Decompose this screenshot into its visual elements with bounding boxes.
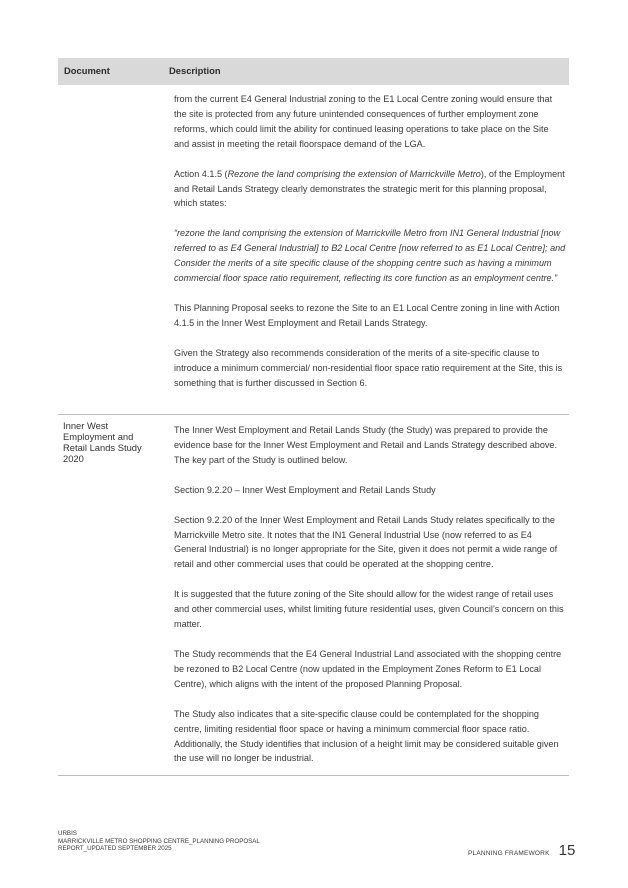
page-number: 15 [558,842,576,859]
footer-org: URBIS [58,830,77,837]
description-cell [174,92,566,391]
paragraph: from the current E4 General Industrial zoning to the E1 Local Centre zoning would ensure that the site is protected from any future unintended consequences of further employment zone reforms, which could limit the ability for continued leasing operations to take place on the Site and assist in meeting the retail floorspace demand of the LGA. [174,94,553,149]
paragraph: The Study also indicates that a site-specific clause could be contemplated for the shopping centre, limiting residential floor space or having a minimum commercial floor space ratio. Additionally, the Study identifies that inclusion of a height limit may be considered suitable given the use will no longer be industrial. [174,708,559,764]
table-row [58,85,569,415]
planning-table [58,58,569,776]
header-document: Document [64,65,110,76]
quote-paragraph: “rezone the land comprising the extension of Marrickville Metro from IN1 General Industrial [now referred to as E4 General Industrial] to B2 Local Centre [now referred to as E1 Local Centre]; and [174,228,566,254]
paragraph: This Planning Proposal seeks to rezone the Site to an E1 Local Centre zoning in line with Action 4.1.5 in the Inner West Employment and Retail Lands Strategy. [174,302,560,328]
header-description: Description [169,65,221,76]
text-run-italic: Rezone the land comprising the extension of Marrickville Metro [227,168,481,179]
table-row [58,415,569,776]
description-cell [174,423,566,766]
paragraph: Section 9.2.20 of the Inner West Employment and Retail Lands Study relates specifically to the Marrickville Metro site. It notes that the IN1 General Industrial Use (now referred to as E4 General Industrial) is no longer appropriate for the Site, given it does not permit a wide range of retail and other commercial uses that could be operated at the shopping centre. [174,514,558,570]
paragraph: It is suggested that the future zoning of the Site should allow for the widest range of retail uses and other commercial uses, whilst limiting future residential uses, given Council’s concern on this matter. [174,589,564,630]
paragraph: Section 9.2.20 – Inner West Employment and Retail Lands Study [174,484,436,495]
footer-subtitle: REPORT_UPDATED SEPTEMBER 2025 [58,845,172,853]
paragraph: The Inner West Employment and Retail Lands Study (the Study) was prepared to provide the evidence base for the Inner West Employment and Retail and Lands Strategy described above. The key part of the Study is outlined below. [174,425,558,465]
table-header [58,58,569,85]
document-cell: Inner West Employment and Retail Lands Study 2020 [63,420,142,464]
paragraph [174,167,566,212]
paragraph: Given the Strategy also recommends consideration of the merits of a site-specific clause to introduce a minimum commercial/ non-residential floor space ratio requirement at the Site, this is something that is further discussed in Section 6. [174,347,563,388]
footer-title: MARRICKVILLE METRO SHOPPING CENTRE_PLANNING PROPOSAL [58,837,260,845]
text-run: ), of the Employment and Retail Lands Strategy clearly demonstrates the strategic merit for this planning proposal, which states: [174,168,565,209]
paragraph: The Study recommends that the E4 General Industrial Land associated with the shopping centre be rezoned to B2 Local Centre (now updated in the Employment Zones Reform to E1 Local Centre), which aligns with the intent of the proposed Planning Proposal. [174,648,562,689]
text-run: Action 4.1.5 ( [174,168,228,179]
quote-paragraph: Consider the merits of a site specific clause of the shopping centre such as having a minimum commercial floor space ratio requirement, reflecting its core function as an employment centre.” [174,258,558,284]
footer-page-info [468,842,575,859]
footer-section: PLANNING FRAMEWORK [468,850,550,857]
footer-report-info [58,830,260,853]
